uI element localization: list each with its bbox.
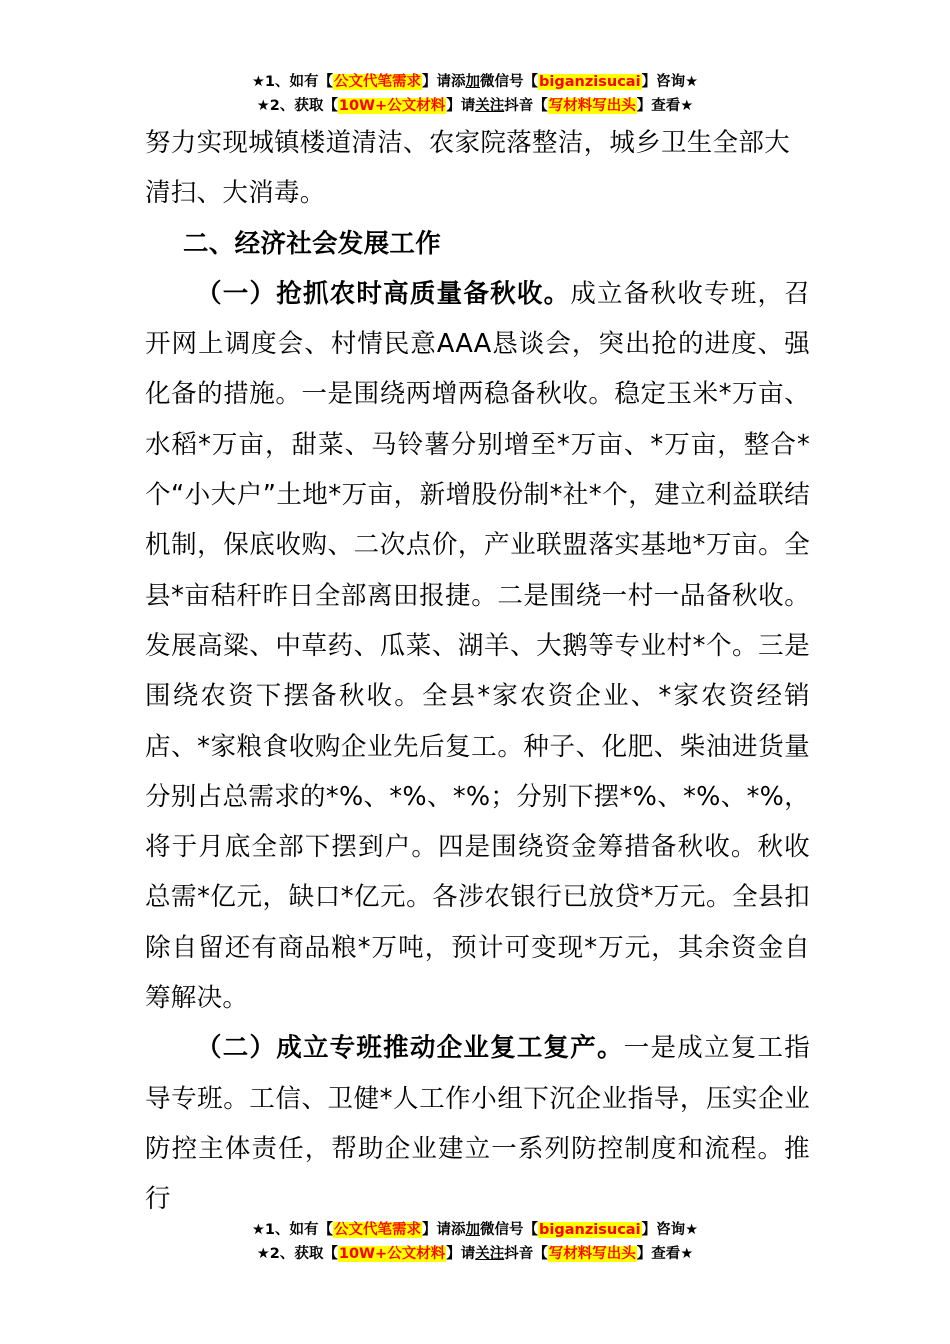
promo-wechat-id: biganzisucai xyxy=(539,1222,641,1238)
promo-line-1 xyxy=(0,1218,950,1242)
promo-line-1 xyxy=(0,70,950,94)
paragraph-lead: （二）成立专班推动企业复工复产。 xyxy=(196,1033,624,1064)
promo-underlined: 关注 xyxy=(475,1246,505,1262)
promo-underlined: 关注 xyxy=(475,98,505,114)
promo-text: ★2、获取【 xyxy=(256,1246,338,1262)
promo-text: 】请添 xyxy=(422,1222,466,1238)
section-heading: 二、经济社会发展工作 xyxy=(183,228,442,259)
promo-line-2 xyxy=(0,1242,950,1266)
promo-highlight: 公文代笔需求 xyxy=(334,74,422,90)
promo-highlight: 10W+公文材料 xyxy=(338,1246,446,1262)
promo-text: 】咨询★ xyxy=(641,74,699,90)
promo-text: 抖音【 xyxy=(504,1246,548,1262)
promo-underlined: 加 xyxy=(465,1222,481,1238)
promo-line-2 xyxy=(0,94,950,118)
footer-promo-banner xyxy=(0,1218,950,1266)
paragraph-autumn-harvest xyxy=(145,269,810,1023)
promo-highlight: 公文代笔需求 xyxy=(334,1222,422,1238)
promo-text: 】咨询★ xyxy=(641,1222,699,1238)
promo-wechat-id: biganzisucai xyxy=(539,74,641,90)
promo-underlined: 加 xyxy=(465,74,481,90)
promo-text: 】查看★ xyxy=(636,98,694,114)
paragraph-text: 成立备秋收专班，召开网上调度会、村情民意AAA恳谈会，突出抢的进度、强化备的措施。一是围绕两增两稳备秋收。稳定玉米*万亩、水稻*万亩，甜菜、马铃薯分别增至*万亩、*万亩，整合*个“小大户”土地*万亩，新增股份制*社*个，建立利益联结机制，保底收购、二次点价，产业联盟落实基地*万亩。全县*亩秸秆昨日全部离田报捷。二是围绕一村一品备秋收。发展高粱、中草药、瓜菜、湖羊、大鹅等专业村*个。三是围绕农资下摆备秋收。全县*家农资企业、*家农资经销店、*家粮食收购企业先后复工。种子、化肥、柴油进货量分别占总需求的*%、*%、*%；分别下摆*%、*%、*%，将于月底全部下摆到户。四是围绕资金筹措备秋收。秋收总需*亿元，缺口*亿元。各涉农银行已放贷*万元。全县扣除自留还有商品粮*万吨，预计可变现*万元，其余资金自筹解决。 xyxy=(145,278,811,1014)
promo-text: 】请添 xyxy=(422,74,466,90)
paragraph-lead: （一）抢抓农时高质量备秋收。 xyxy=(196,278,571,309)
promo-text: 微信号【 xyxy=(480,1222,539,1238)
paragraph-text: 一是成立复工指导专班。工信、卫健*人工作小组下沉企业指导，压实企业防控主体责任，帮助企业建立一系列防控制度和流程。推行 xyxy=(145,1033,810,1215)
promo-text: ★1、如有【 xyxy=(251,1222,334,1238)
promo-text: 】请 xyxy=(446,98,476,114)
promo-highlight: 写材料写出头 xyxy=(548,1246,636,1262)
header-promo-banner xyxy=(0,70,950,118)
promo-text: 抖音【 xyxy=(504,98,548,114)
continued-paragraph: 努力实现城镇楼道清洁、农家院落整洁，城乡卫生全部大清扫、大消毒。 xyxy=(145,128,791,209)
promo-text: ★2、获取【 xyxy=(256,98,338,114)
promo-text: ★1、如有【 xyxy=(251,74,334,90)
paragraph-resume-production xyxy=(145,1023,810,1224)
document-body xyxy=(145,118,810,1225)
promo-highlight: 写材料写出头 xyxy=(548,98,636,114)
promo-text: 微信号【 xyxy=(480,74,539,90)
promo-text: 】请 xyxy=(446,1246,476,1262)
promo-text: 】查看★ xyxy=(636,1246,694,1262)
promo-highlight: 10W+公文材料 xyxy=(338,98,446,114)
